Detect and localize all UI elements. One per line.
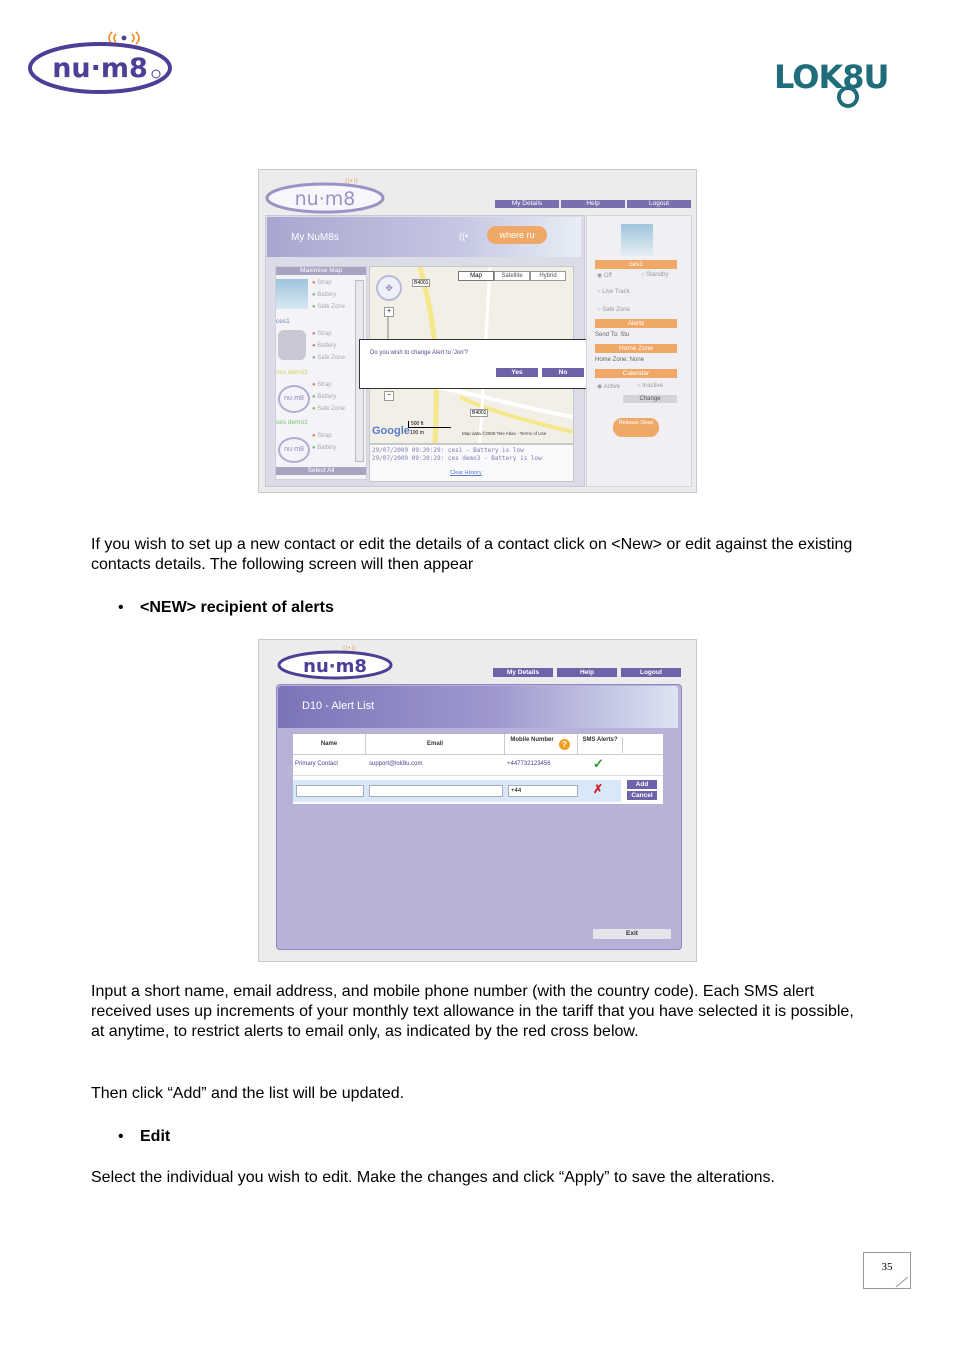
alerts-header[interactable]: Alerts: [595, 319, 677, 328]
svg-text:((•)): ((•)): [343, 645, 356, 652]
col-mobile: Mobile Number: [510, 737, 554, 743]
shot1-nav-my-details[interactable]: My Details: [495, 200, 559, 208]
log-entry: 29/07/2009 09:20:29: ces1 - Battery is low: [372, 447, 524, 454]
sms-check-icon[interactable]: ✓: [593, 756, 604, 771]
exit-button[interactable]: Exit: [593, 929, 671, 939]
svg-text:nu·m8: nu·m8: [294, 188, 356, 210]
dialog-yes-button[interactable]: Yes: [496, 368, 538, 377]
shot1-maximise-map[interactable]: Maximise Map: [276, 267, 366, 275]
new-name-input[interactable]: [296, 785, 364, 797]
svg-text:((•)): ((•)): [345, 178, 358, 185]
side-device-name: ces1: [595, 260, 677, 269]
help-icon[interactable]: ?: [559, 739, 570, 750]
screenshot-alert-list: [258, 639, 697, 962]
para-new-contact: If you wish to set up a new contact or edit the details of a contact click on <New> or edit against the existing contacts details. The following screen will then appear: [91, 536, 853, 573]
new-mobile-input[interactable]: +44: [508, 785, 578, 797]
radio-active[interactable]: Active: [603, 384, 620, 390]
row-name: Primary Contact: [295, 761, 339, 767]
map-credit: Map data ©2009 Tele Atlas - Terms of Use: [462, 431, 547, 436]
scale-m: 100 m: [410, 430, 424, 436]
device-name[interactable]: ces demo3: [276, 369, 308, 376]
dialog-question: Do you wish to change Alert to 'Jon'?: [370, 350, 469, 356]
lok8u-logo: [770, 50, 910, 110]
calendar-header[interactable]: Calendar: [595, 369, 677, 378]
col-email: Email: [366, 734, 505, 754]
home-zone-header[interactable]: Home Zone: [595, 344, 677, 353]
shot1-device-list: Maximise Map ● Strap ● Battery ● Safe Zone ces1 ● Strap ● Battery ● Safe Zone ces demo3 nu·m8 ● Strap ● Battery ● Safe Zone ces demo1 nu·m8 ● Strap ● Battery Select All: [275, 266, 367, 480]
road-label: B4001: [472, 410, 487, 416]
google-logo: Google: [372, 425, 410, 437]
device-logo: nu·m8: [278, 385, 310, 413]
shot1-side-panel: ces1 ◉ Off ○ Standby ○ Live Track ○ Safe Zone Alerts Send To: Stu Home Zone Home Zone: None Calendar ◉ Active ○ Inactive Change Release Strap: [586, 215, 692, 487]
change-button[interactable]: Change: [623, 395, 677, 403]
shot1-where-ru[interactable]: where ru: [487, 226, 547, 244]
bullet-edit: • Edit: [118, 1128, 171, 1145]
shot1-panel-title: My NuM8s: [291, 232, 339, 243]
shot1-logo: [263, 174, 389, 214]
home-zone-value: Home Zone: None: [595, 357, 645, 363]
bullet-text: <NEW> recipient of alerts: [140, 599, 334, 616]
page-number-box: [863, 1252, 911, 1289]
pan-control-icon[interactable]: ✥: [376, 275, 402, 301]
send-to: Send To: Stu: [595, 332, 630, 338]
radio-safe-zone[interactable]: Safe Zone: [602, 307, 630, 313]
satellite-button[interactable]: Satellite: [494, 271, 530, 281]
para-input-details: Input a short name, email address, and mobile phone number (with the country code). Each SMS alert received uses up increments of your monthly text allowance in the tariff that you have selected it is possible, at anytime, to restrict alerts to email only, as indicated by the red cross below.: [91, 983, 854, 1040]
release-strap-button[interactable]: Release Strap: [613, 418, 659, 437]
clear-history-link[interactable]: Clear History: [450, 470, 482, 476]
shot1-nav-logout[interactable]: Logout: [627, 200, 691, 208]
confirm-dialog: [359, 339, 595, 389]
table-header: [293, 734, 663, 755]
col-name: Name: [293, 734, 366, 754]
shot2-logo: [275, 642, 395, 680]
road-label: B4001: [414, 280, 429, 286]
device-avatar: [278, 330, 306, 360]
num8-logo-text: nu·m8: [52, 53, 148, 84]
zoom-in-icon[interactable]: +: [384, 307, 394, 317]
shot1-map-type-buttons: [458, 271, 566, 281]
svg-text:nu·m8: nu·m8: [303, 656, 367, 677]
table-row[interactable]: [293, 755, 663, 776]
alert-list-header: [278, 686, 678, 728]
add-button[interactable]: Add: [627, 780, 657, 789]
sms-cross-icon[interactable]: ✗: [593, 782, 604, 796]
shot2-nav-my-details[interactable]: My Details: [493, 668, 553, 677]
shot2-nav-help[interactable]: Help: [557, 668, 617, 677]
shot1-nav-help[interactable]: Help: [561, 200, 625, 208]
bullet-text: Edit: [140, 1128, 171, 1145]
num8-logo: [26, 26, 174, 96]
row-mobile: +447732123456: [507, 761, 551, 767]
shot2-nav-logout[interactable]: Logout: [621, 668, 681, 677]
radio-standby[interactable]: Standby: [646, 272, 669, 278]
radio-off[interactable]: Off: [603, 273, 612, 279]
lok8u-logo-text: LOK8U: [774, 58, 889, 96]
screenshot-map-view: [258, 169, 697, 493]
hybrid-button[interactable]: Hybrid: [530, 271, 566, 281]
zoom-out-icon[interactable]: −: [384, 391, 394, 401]
shot1-panel-header: My NuM8s ((• where ru: [267, 217, 581, 257]
para-edit: Select the individual you wish to edit. Make the changes and click “Apply” to save the alterations.: [91, 1169, 775, 1186]
scale-ft: 500 ft: [408, 421, 451, 428]
bullet-new-recipient: • <NEW> recipient of alerts: [118, 599, 334, 616]
radio-inactive[interactable]: Inactive: [642, 383, 663, 389]
page-number: 35: [881, 1261, 893, 1273]
para-click-add: Then click “Add” and the list will be updated.: [91, 1085, 405, 1102]
new-contact-row: [293, 780, 621, 802]
map-button[interactable]: Map: [458, 271, 494, 281]
device-name[interactable]: ces1: [276, 318, 290, 325]
new-email-input[interactable]: [369, 785, 503, 797]
device-name[interactable]: ces demo1: [276, 419, 308, 426]
device-photo: [621, 224, 653, 256]
log-entry: 29/07/2009 09:20:29: ces demo3 - Battery is low: [372, 455, 542, 462]
device-photo: [276, 279, 308, 309]
col-sms: SMS Alerts?: [578, 737, 623, 753]
shot1-select-all[interactable]: Select All: [276, 467, 366, 475]
alert-list-title: D10 - Alert List: [302, 700, 375, 712]
row-email: support@lok8u.com: [369, 761, 423, 767]
shot1-event-log: [369, 444, 574, 482]
cancel-button[interactable]: Cancel: [627, 791, 657, 800]
dialog-no-button[interactable]: No: [542, 368, 584, 377]
radio-live-track[interactable]: Live Track: [602, 289, 630, 295]
device-logo: nu·m8: [278, 437, 310, 463]
